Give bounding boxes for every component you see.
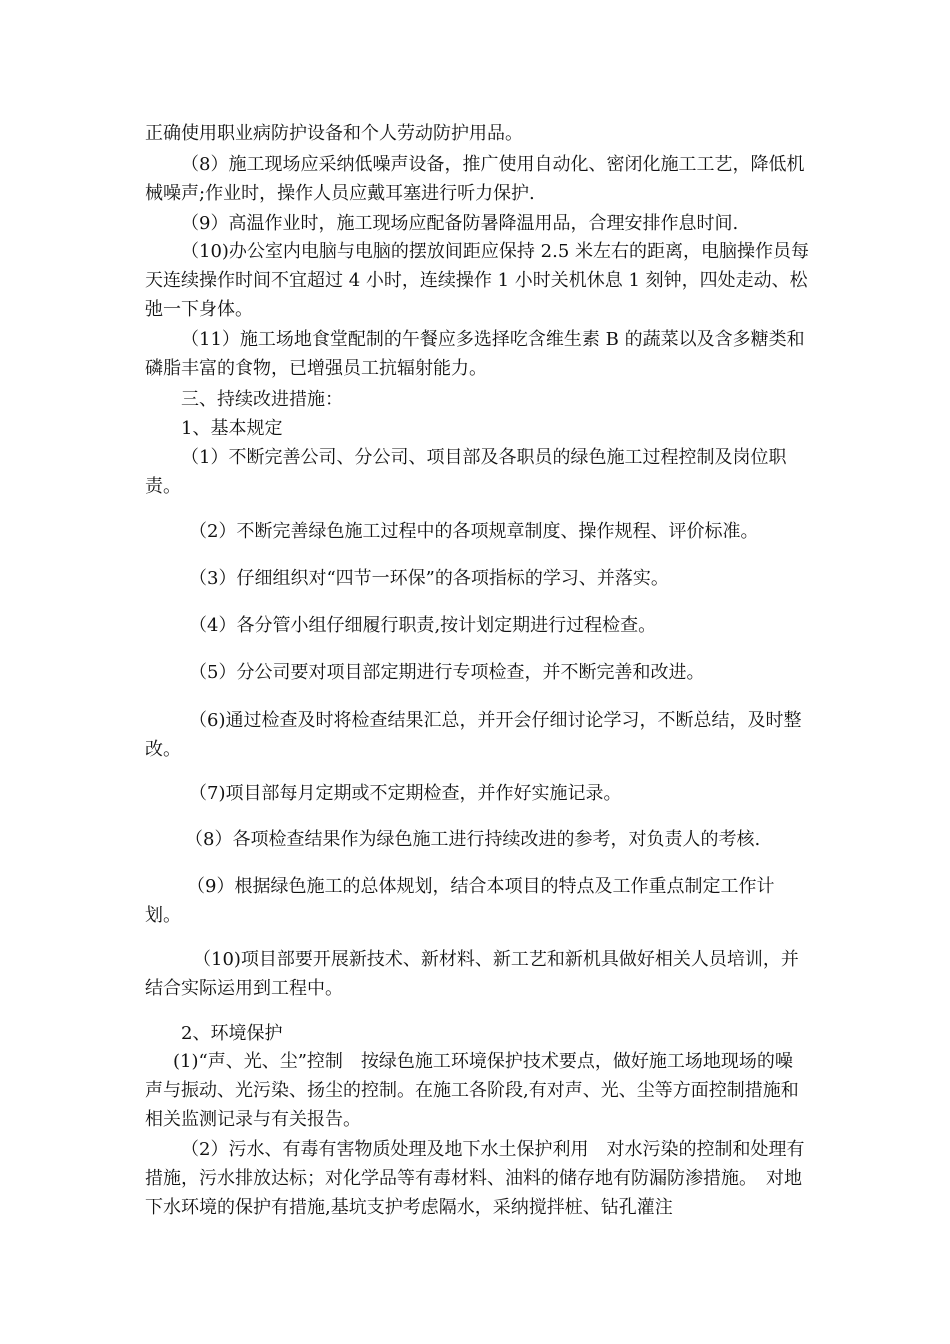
list-item-3: （3）仔细组织对“四节一环保”的各项指标的学习、并落实。 [189, 568, 669, 589]
list-item-1: （1）不断完善公司、分公司、项目部及各职员的绿色施工过程控制及岗位职责。 [145, 447, 787, 497]
list-item-4: （4）各分管小组仔细履行职责,按计划定期进行过程检查。 [189, 615, 657, 636]
section-heading-improvement: 三、持续改进措施： [181, 389, 343, 410]
list-item-7: （7)项目部每月定期或不定期检查，并作好实施记录。 [189, 783, 622, 804]
env-item-2-water-soil: （2）污水、有毒有害物质处理及地下水土保护利用 对水污染的控制和处理有措施，污水排放达标；对化学品等有毒材料、油料的储存地有防漏防渗措施。 对地下水环境的保护有措施,基坑支护考虑隔水，采纳搅拌桩、钻孔灌注 [145, 1139, 805, 1218]
paragraph-item-10-computer: （10)办公室内电脑与电脑的摆放间距应保持 2.5 米左右的距离，电脑操作员每天连续操作时间不宜超过 4 小时，连续操作 1 小时关机休息 1 刻钟，四处走动、松弛一下身体。 [145, 241, 809, 320]
list-item-9: （9）根据绿色施工的总体规划，结合本项目的特点及工作重点制定工作计划。 [145, 876, 775, 926]
paragraph-continuation: 正确使用职业病防护设备和个人劳动防护用品。 [145, 123, 523, 144]
list-item-2: （2）不断完善绿色施工过程中的各项规章制度、操作规程、评价标准。 [189, 521, 759, 542]
subheading-environment: 2、环境保护 [181, 1023, 283, 1044]
subheading-basic-rules: 1、基本规定 [181, 418, 283, 439]
paragraph-item-9-heat: （9）高温作业时，施工现场应配备防暑降温用品，合理安排作息时间. [181, 213, 739, 234]
paragraph-item-8-noise: （8）施工现场应采纳低噪声设备，推广使用自动化、密闭化施工工艺，降低机械噪声;作业时，操作人员应戴耳塞进行听力保护. [145, 154, 805, 204]
list-item-10: （10)项目部要开展新技术、新材料、新工艺和新机具做好相关人员培训，并结合实际运用到工程中。 [145, 949, 799, 999]
list-item-8: （8）各项检查结果作为绿色施工进行持续改进的参考，对负责人的考核. [185, 829, 761, 850]
list-item-5: （5）分公司要对项目部定期进行专项检查，并不断完善和改进。 [189, 662, 705, 683]
env-item-1-sound-light-dust: (1)“声、光、尘”控制 按绿色施工环境保护技术要点，做好施工场地现场的噪声与振动、光污染、扬尘的控制。在施工各阶段,有对声、光、尘等方面控制措施和相关监测记录与有关报告。 [145, 1051, 799, 1130]
list-item-6: （6)通过检查及时将检查结果汇总，并开会仔细讨论学习，不断总结，及时整改。 [145, 710, 802, 760]
paragraph-item-11-canteen: （11）施工场地食堂配制的午餐应多选择吃含维生素 B 的蔬菜以及含多糖类和磷脂丰富的食物，已增强员工抗辐射能力。 [145, 329, 805, 379]
